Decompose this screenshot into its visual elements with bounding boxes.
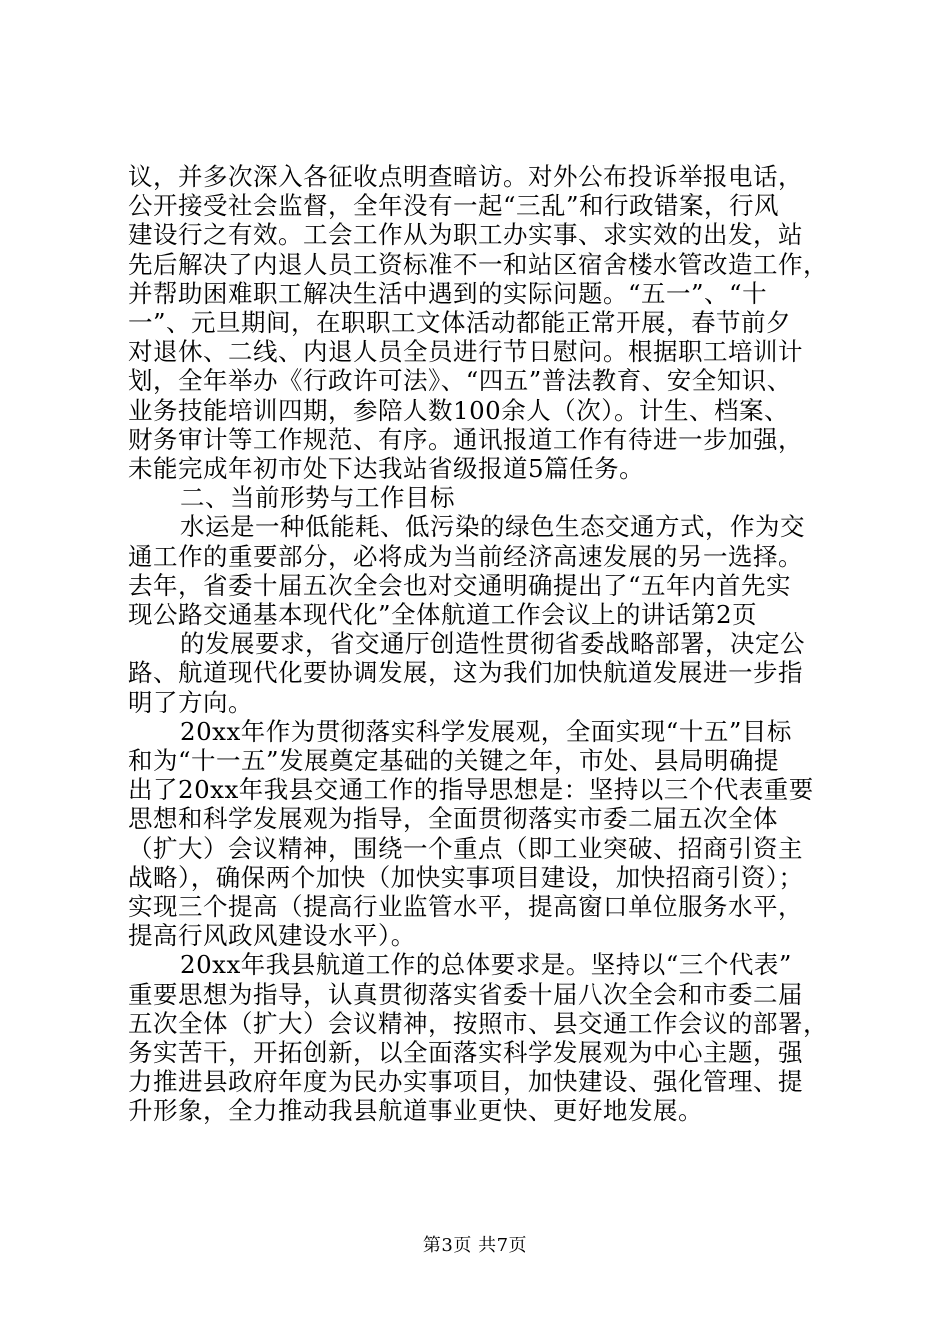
page-footer: 第3页 共7页 (422, 1235, 528, 1256)
text-line: （扩大）会议精神，围绕一个重点（即工业突破、招商引资主 (128, 833, 803, 863)
text-line: 财务审计等工作规范、有序。通讯报道工作有待进一步加强， (128, 424, 803, 454)
text-line: 业务技能培训四期，参陪人数100余人（次）。计生、档案、 (128, 395, 790, 425)
text-line: 战略），确保两个加快（加快实事项目建设，加快招商引资）； (128, 862, 804, 892)
text-line: 务实苦干，开拓创新，以全面落实科学发展观为中心主题，强 (128, 1038, 803, 1067)
text-line: 先后解决了内退人员工资标准不一和站区宿舍楼水管改造工作， (128, 249, 828, 279)
section-heading: 二、当前形势与工作目标 (180, 483, 455, 513)
text-line: 实现三个提高（提高行业监管水平，提高窗口单位服务水平， (128, 892, 803, 921)
text-line: 对退休、二线、内退人员全员进行节日慰问。根据职工培训计 (128, 337, 803, 367)
text-line: 公开接受社会监督，全年没有一起“三乱”和行政错案，行风 (128, 191, 780, 221)
text-line: 一”、元旦期间，在职职工文体活动都能正常开展，春节前夕 (128, 308, 792, 337)
text-line: 五次全体（扩大）会议精神，按照市、县交通工作会议的部署， (128, 1008, 828, 1038)
text-line: 议，并多次深入各征收点明查暗访。对外公布投诉举报电话， (128, 162, 803, 191)
text-line: 建设行之有效。工会工作从为职工办实事、求实效的出发，站 (128, 220, 803, 250)
text-line: 重要思想为指导，认真贯彻落实省委十届八次全会和市委二届 (128, 979, 803, 1009)
text-line: 现公路交通基本现代化”全体航道工作会议上的讲话第2页 (128, 600, 758, 629)
text-line: 20xx年作为贯彻落实科学发展观，全面实现“十五”目标 (180, 716, 792, 746)
text-line: 明了方向。 (128, 687, 253, 717)
text-line: 20xx年我县航道工作的总体要求是。坚持以“三个代表” (180, 950, 792, 980)
text-line: 力推进县政府年度为民办实事项目，加快建设、强化管理、提 (128, 1067, 803, 1097)
text-line: 路、航道现代化要协调发展，这为我们加快航道发展进一步指 (128, 658, 803, 688)
text-line: 未能完成年初市处下达我站省级报道5篇任务。 (128, 454, 645, 483)
text-line: 提高行风政风建设水平）。 (128, 921, 416, 951)
text-line: 去年，省委十届五次全会也对交通明确提出了“五年内首先实 (128, 570, 792, 600)
text-line: 出了20xx年我县交通工作的指导思想是：坚持以三个代表重要 (128, 775, 814, 805)
text-line: 和为“十一五”发展奠定基础的关键之年，市处、县局明确提 (128, 746, 780, 775)
text-line: 升形象，全力推动我县航道事业更快、更好地发展。 (128, 1096, 703, 1126)
text-line: 水运是一种低能耗、低污染的绿色生态交通方式，作为交 (180, 512, 805, 542)
text-line: 通工作的重要部分，必将成为当前经济高速发展的另一选择。 (128, 541, 803, 571)
text-line: 并帮助困难职工解决生活中遇到的实际问题。“五一”、“十 (128, 278, 768, 308)
text-line: 的发展要求，省交通厅创造性贯彻省委战略部署，决定公 (180, 629, 805, 659)
text-line: 思想和科学发展观为指导，全面贯彻落实市委二届五次全体 (128, 804, 778, 834)
text-line: 划，全年举办《行政许可法》、“四五”普法教育、安全知识、 (128, 366, 792, 396)
